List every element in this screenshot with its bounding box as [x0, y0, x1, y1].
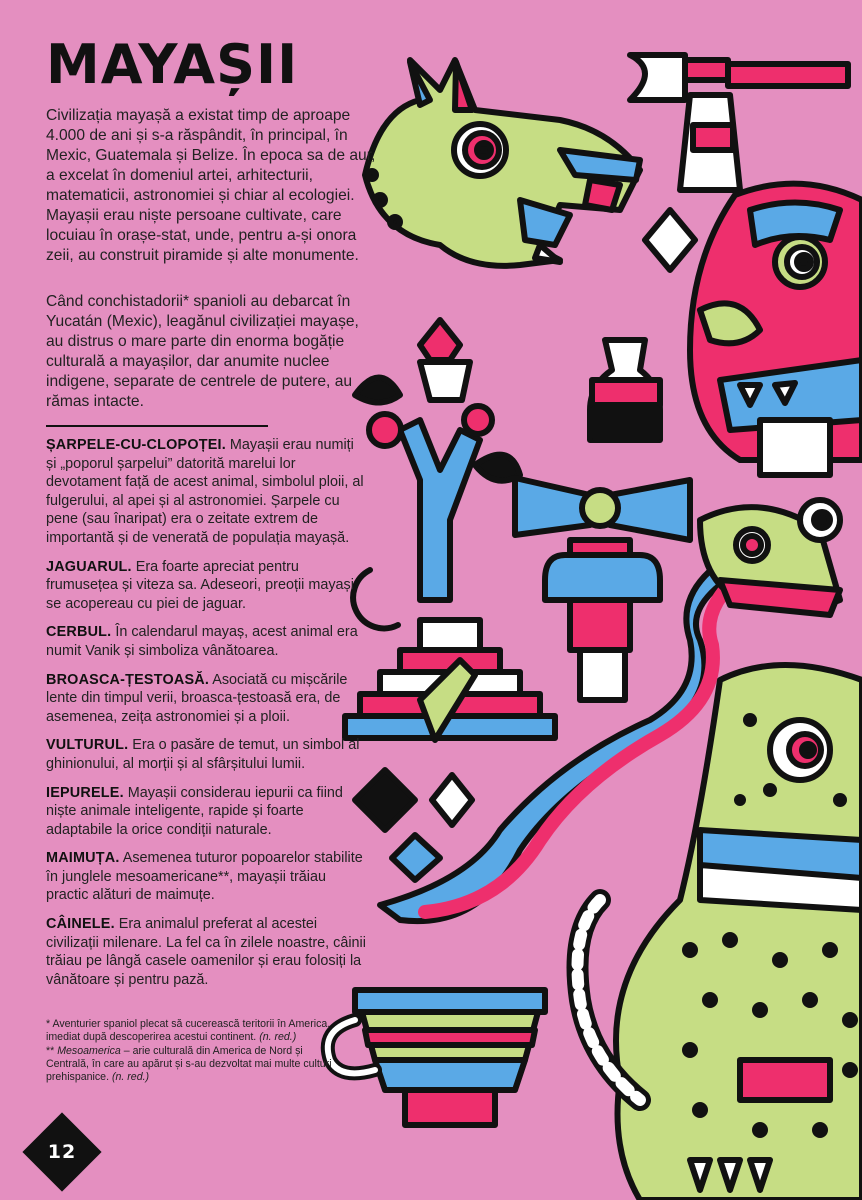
entry-cainele — [46, 915, 368, 989]
intro-paragraph: Civilizația mayașă a existat timp de aproape 4.000 de ani și s-a răspândit, în principal, în Mexic, Guatemala și Belize. În epoca sa de aur, a excelat în domeniul artei, arhitecturii, matematicii, astronomiei și chiar al ecologiei. Mayașii erau niște persoane cultivate, care locuiau în orașe-stat, unde, pentru a-și onora zeii, au construit piramide și alte monumente. — [46, 107, 376, 264]
entry-term: BROASCA-ȚESTOASĂ. — [46, 671, 210, 688]
entry-term: ȘARPELE-CU-CLOPOȚEI. — [46, 437, 226, 453]
animal-entries — [46, 436, 368, 999]
footnote-2 — [46, 1045, 346, 1084]
entry-term: CÂINELE. — [46, 916, 115, 933]
bowl-illustration — [328, 990, 545, 1125]
axe-illustration — [630, 55, 848, 190]
entry-cerbul — [46, 623, 368, 660]
entry-sarpele — [46, 436, 368, 548]
entry-text: Era foarte apreciat pentru frumusețea și viteza sa. Adeseori, preoții mayași se acopereau cu piei de jaguar. — [46, 558, 354, 612]
entry-text: Mayașii erau numiți și „poporul șarpelui” datorită marelui lor devotament față de acest animal, simbolul ploii, al fulgerului, al apei și al astronomiei. Șarpele cu pene (sau înaripat) era o zeitate extrem de importantă și de venerată de populația mayașă. — [46, 437, 364, 546]
vase-illustration — [590, 340, 660, 440]
entry-text: În calendarul mayaș, acest animal era numit Vanik și simboliza vânătoarea. — [46, 624, 358, 659]
footnote-tag: (n. red.) — [259, 1031, 297, 1043]
footnote-term: Mesoamerica — [57, 1045, 121, 1057]
entry-text: Era animalul preferat al acestei civilizații milenare. La fel ca în zilele noastre, câinii trăiau pe lângă casele oamenilor și erau folosiți la vânătoare și pentru pază. — [46, 916, 366, 988]
footnote-text: * Aventurier spaniol plecat să cucerească teritorii în America, imediat după descoperirea acestui continent. — [46, 1018, 331, 1043]
entry-text: Era o pasăre de temut, un simbol al ghinionului, al morții și al sfârșitului lumii. — [46, 737, 360, 772]
entry-maimuta — [46, 849, 368, 905]
footnote-1 — [46, 1018, 346, 1044]
footnote-prefix: ** — [46, 1045, 58, 1057]
entry-text: Asemenea tuturor popoarelor stabilite în junglele mesoamericane**, mayașii trăiau practic alături de maimuțe. — [46, 850, 363, 904]
footnote-tag: (n. red.) — [111, 1071, 150, 1083]
entry-jaguarul — [46, 558, 368, 614]
flower-plant-illustration — [355, 320, 520, 600]
entry-term: CERBUL. — [46, 624, 112, 641]
entry-text: Mayașii considerau iepurii ca fiind niște animale inteligente, rapide și foarte adaptabile la orice condiții naturale. — [46, 784, 343, 838]
white-diamond-illustration — [432, 775, 472, 825]
intro-paragraph-2: Când conchistadorii* spanioli au debarcat în Yucatán (Mexic), leagănul civilizației mayașe, au distrus o mare parte din enorma bogăție culturală a mayașilor, dar anumite nuclee indigene, separate de centrele de putere, au rămas intacte. — [46, 293, 359, 410]
blue-diamond-illustration — [392, 835, 440, 880]
entry-text: Asociată cu mișcările lente din timpul verii, broasca-țestoasă era, de asemenea, zeița astronomiei și a ploii. — [46, 671, 348, 725]
entry-broasca-testoasa — [46, 671, 368, 727]
pyramid-illustration — [345, 620, 555, 740]
section-divider — [46, 425, 268, 427]
entry-vulturul — [46, 736, 368, 773]
entry-term: IEPURELE. — [46, 784, 124, 801]
footnote-text: – arie culturală din America de Nord și Centrală, în care au apărut și s-au dezvoltat mai multe culturi prehispanice. — [46, 1045, 332, 1083]
page-number: 12 — [47, 1141, 77, 1163]
entry-iepurele — [46, 784, 368, 840]
jaguar-head-illustration — [365, 60, 640, 266]
totem-illustration — [515, 478, 690, 700]
monkey-head-illustration — [690, 184, 862, 475]
footnotes — [46, 1018, 346, 1085]
white-diamond-illustration — [645, 210, 695, 270]
page-title: MAYAȘII — [46, 33, 299, 96]
entry-term: MAIMUȚA. — [46, 850, 120, 867]
entry-term: JAGUARUL. — [46, 558, 132, 575]
entry-term: VULTURUL. — [46, 737, 129, 754]
